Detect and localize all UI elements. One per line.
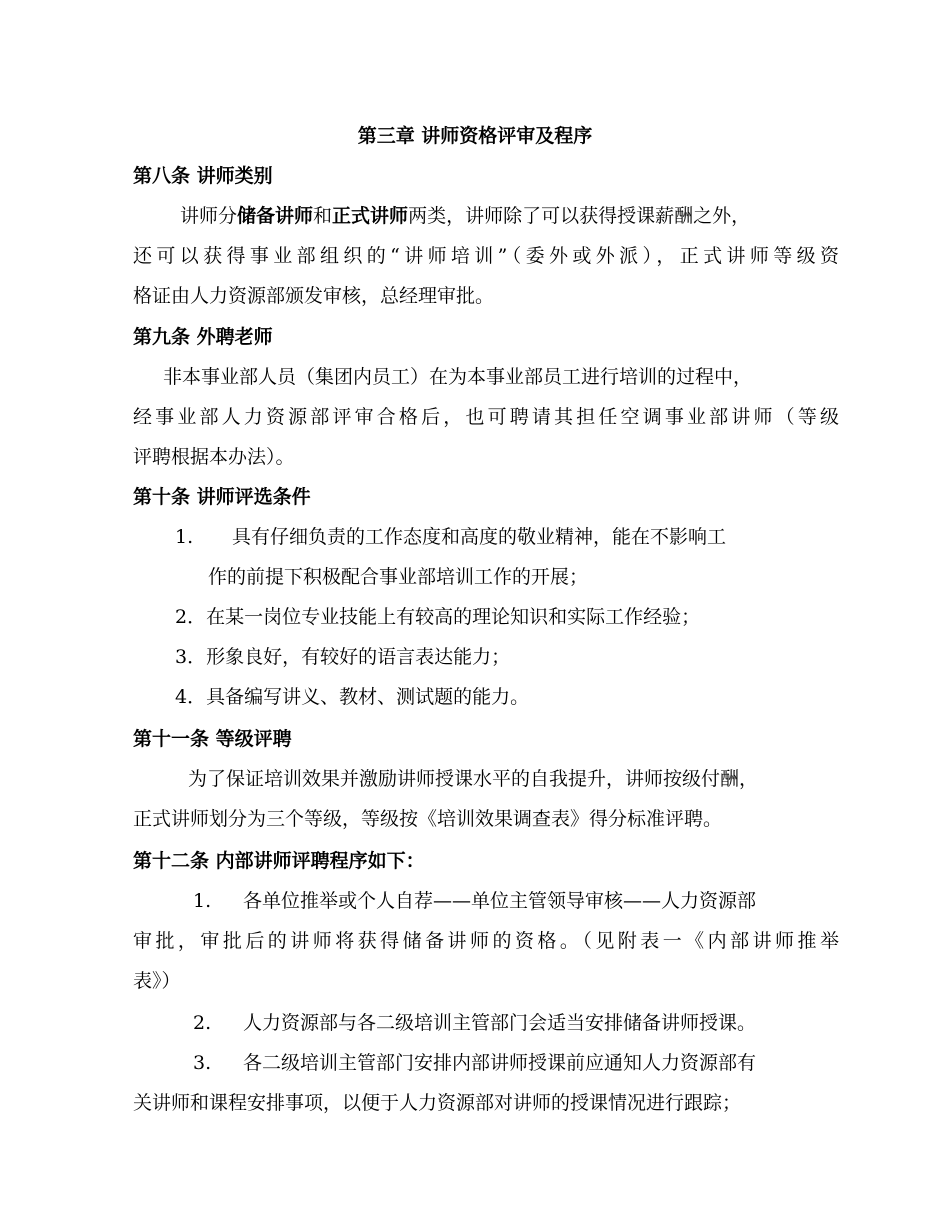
- text-run: 两类，讲师除了可以获得授课薪酬之外，: [408, 205, 751, 227]
- list-number: 2.: [193, 1012, 212, 1034]
- text-run: 讲师分: [180, 205, 238, 227]
- article-12-heading: 第十二条 内部讲师评聘程序如下：: [133, 850, 425, 872]
- list-number: 3.: [193, 1052, 212, 1074]
- article-10-item-4: 4．具备编写讲义、教材、测试题的能力。: [175, 686, 530, 708]
- article-9-line-2: 经事业部人力资源部评审合格后，也可聘请其担任空调事业部讲师（等级: [133, 406, 839, 428]
- article-9-line-3: 评聘根据本办法）。: [133, 446, 295, 468]
- article-12-step-3-line-2: 关讲师和课程安排事项，以便于人力资源部对讲师的授课情况进行跟踪；: [133, 1092, 742, 1114]
- article-12-step-1-line-1: 各单位推举或个人自荐——单位主管领导审核——人力资源部: [243, 890, 757, 912]
- article-10-heading: 第十条 讲师评选条件: [133, 486, 311, 508]
- article-12-step-3-line-1: 各二级培训主管部门安排内部讲师授课前应通知人力资源部有: [243, 1052, 757, 1074]
- article-9-heading: 第九条 外聘老师: [133, 326, 273, 348]
- article-8-line-1: [180, 202, 750, 230]
- chapter-title: 第三章 讲师资格评审及程序: [357, 125, 593, 147]
- article-11-line-1: 为了保证培训效果并激励讲师授课水平的自我提升，讲师按级付酬，: [188, 768, 759, 790]
- article-8-line-3: 格证由人力资源部颁发审核，总经理审批。: [133, 285, 495, 307]
- article-11-line-2: 正式讲师划分为三个等级，等级按《培训效果调查表》得分标准评聘。: [133, 808, 723, 830]
- article-10-item-2: 2．在某一岗位专业技能上有较高的理论知识和实际工作经验；: [175, 606, 701, 628]
- article-8-line-2: 还可以获得事业部组织的“讲师培训”（委外或外派），正式讲师等级资: [133, 245, 839, 267]
- article-12-step-1-line-2: 审批，审批后的讲师将获得储备讲师的资格。（见附表一《内部讲师推举: [133, 930, 839, 952]
- term-reserve-lecturer: 储备讲师: [237, 205, 314, 227]
- article-10-item-3: 3．形象良好，有较好的语言表达能力；: [175, 646, 511, 668]
- article-8-heading: 第八条 讲师类别: [133, 165, 273, 187]
- article-12-step-2: 人力资源部与各二级培训主管部门会适当安排储备讲师授课。: [243, 1012, 757, 1034]
- list-number: 1.: [175, 526, 194, 548]
- article-10-item-1-line-1: 具有仔细负责的工作态度和高度的敬业精神，能在不影响工: [232, 526, 727, 548]
- text-run: 和: [313, 205, 333, 227]
- article-9-line-1: 非本事业部人员（集团内员工）在为本事业部员工进行培训的过程中，: [163, 366, 753, 388]
- article-12-step-1-line-3: 表》）: [133, 970, 181, 992]
- term-formal-lecturer: 正式讲师: [332, 205, 409, 227]
- article-10-item-1-line-2: 作的前提下积极配合事业部培训工作的开展；: [208, 566, 589, 588]
- list-number: 1.: [193, 890, 212, 912]
- article-11-heading: 第十一条 等级评聘: [133, 728, 292, 750]
